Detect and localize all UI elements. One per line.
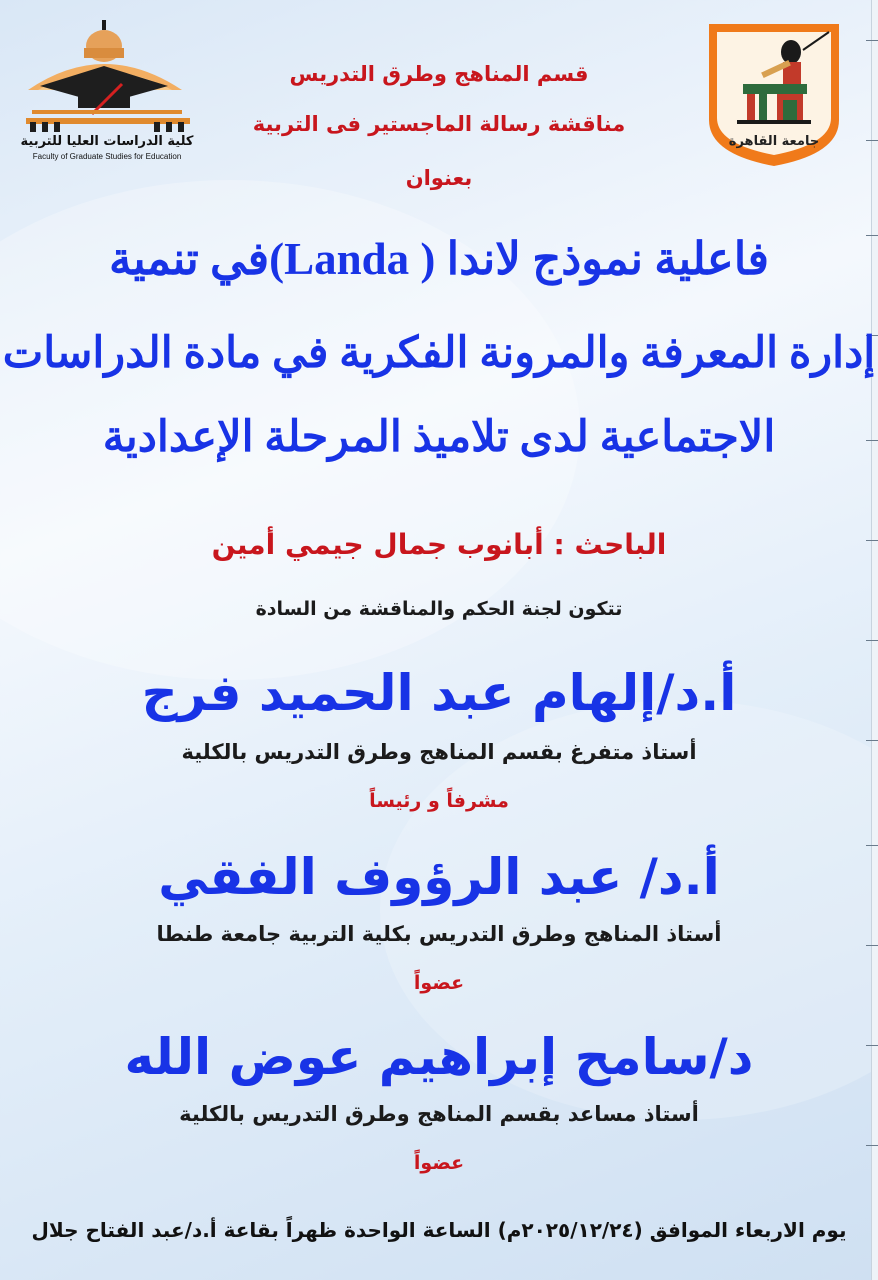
- member-1-role: مشرفاً و رئيساً: [369, 790, 509, 812]
- event-heading: مناقشة رسالة الماجستير فى التربية: [252, 112, 626, 136]
- member-2-role: عضواً: [413, 972, 465, 994]
- faculty-logo: [18, 18, 196, 166]
- page-ruler: [871, 0, 878, 1280]
- faculty-name-arabic: كلية الدراسات العليا للتربية: [20, 134, 194, 149]
- thesis-title-line-1: فاعلية نموذج لاندا ( Landa)في تنمية: [108, 234, 769, 284]
- thesis-title-line-3: الاجتماعية لدى تلاميذ المرحلة الإعدادية: [102, 414, 776, 461]
- member-2-position: أستاذ المناهج وطرق التدريس بكلية التربية جامعة طنطا: [156, 922, 722, 946]
- thesis-title-line-2: إدارة المعرفة والمرونة الفكرية في مادة الدراسات: [2, 330, 876, 377]
- member-2-name: أ.د/ عبد الرؤوف الفقي: [158, 848, 720, 906]
- faculty-name-english: Faculty of Graduate Studies for Education: [32, 152, 182, 161]
- member-3-role: عضواً: [413, 1152, 465, 1174]
- member-1-name: أ.د/إلهام عبد الحميد فرج: [141, 664, 737, 722]
- member-3-name: د/سامح إبراهيم عوض الله: [124, 1028, 754, 1086]
- title-intro: بعنوان: [405, 166, 473, 190]
- researcher-name: الباحث : أبانوب جمال جيمي أمين: [211, 528, 667, 561]
- committee-intro: تتكون لجنة الحكم والمناقشة من السادة: [255, 598, 623, 620]
- department-heading: قسم المناهج وطرق التدريس: [289, 62, 589, 86]
- university-name: جامعة القاهرة: [728, 134, 820, 149]
- event-date-location: يوم الاربعاء الموافق (٢٠٢٥/١٢/٢٤م) الساعة الواحدة ظهراً بقاعة أ.د/عبد الفتاح جلال: [31, 1218, 847, 1242]
- university-logo: [703, 20, 845, 170]
- member-3-position: أستاذ مساعد بقسم المناهج وطرق التدريس بالكلية: [179, 1102, 699, 1126]
- member-1-position: أستاذ متفرغ بقسم المناهج وطرق التدريس بالكلية: [181, 740, 697, 764]
